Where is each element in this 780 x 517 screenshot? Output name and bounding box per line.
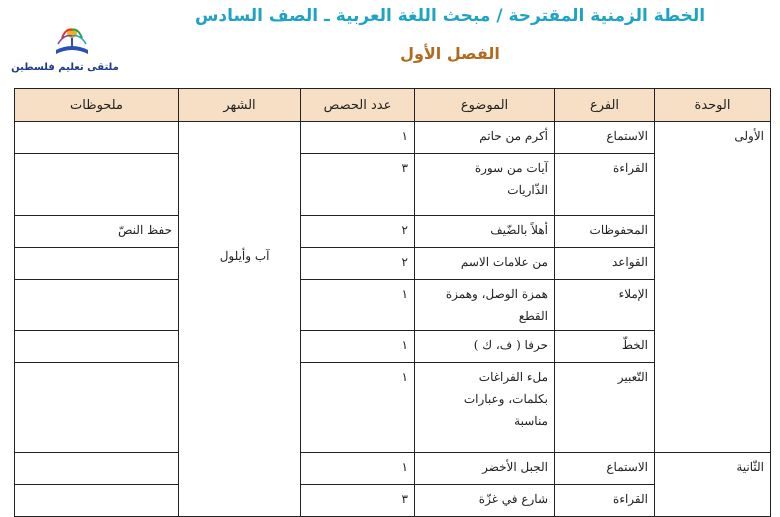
- periods-cell: ٣: [301, 154, 415, 216]
- header-periods: عدد الحصص: [301, 89, 415, 122]
- logo-text: ملتقى تعليم فلسطين: [11, 62, 119, 73]
- branch-cell: الإملاء: [555, 280, 655, 331]
- periods-cell: ١: [301, 363, 415, 453]
- notes-cell: [15, 363, 179, 453]
- notes-cell: [15, 485, 179, 517]
- topic-cell: [415, 363, 555, 453]
- site-logo[interactable]: [10, 24, 120, 82]
- branch-cell: القواعد: [555, 248, 655, 280]
- unit-cell: الثّانية: [655, 453, 771, 517]
- periods-cell: ٣: [301, 485, 415, 517]
- notes-cell: [15, 248, 179, 280]
- periods-cell: ٢: [301, 216, 415, 248]
- branch-cell: المحفوظات: [555, 216, 655, 248]
- topic-cell: أكرم من حاتم: [415, 122, 555, 154]
- header-branch: الفرع: [555, 89, 655, 122]
- header-month: الشهر: [179, 89, 301, 122]
- header-notes: ملحوظات: [15, 89, 179, 122]
- topic-cell: أهلاً بالضّيف: [415, 216, 555, 248]
- topic-cell: شارع في غزّة: [415, 485, 555, 517]
- page-header: [0, 0, 780, 84]
- notes-cell: [15, 154, 179, 216]
- periods-cell: ١: [301, 280, 415, 331]
- branch-cell: الاستماع: [555, 122, 655, 154]
- periods-cell: ١: [301, 122, 415, 154]
- topic-cell: الجبل الأخضر: [415, 453, 555, 485]
- branch-cell: التّعبير: [555, 363, 655, 453]
- branch-cell: القراءة: [555, 485, 655, 517]
- topic-cell: همزة الوصل، وهمزة القطع: [415, 280, 555, 331]
- branch-cell: الخطّ: [555, 331, 655, 363]
- branch-cell: الاستماع: [555, 453, 655, 485]
- notes-cell: [15, 122, 179, 154]
- table-row: [15, 122, 771, 154]
- page-title: الخطة الزمنية المقترحة / مبحث اللغة العربية ـ الصف السادس: [194, 6, 706, 26]
- branch-cell: القراءة: [555, 154, 655, 216]
- header-topic: الموضوع: [415, 89, 555, 122]
- periods-cell: ٢: [301, 248, 415, 280]
- topic-text: ملء الفراغات بكلمات، وعبارات مناسبة: [463, 370, 548, 428]
- topic-cell: حرفا ( ف، ك ): [415, 331, 555, 363]
- notes-cell: [15, 331, 179, 363]
- semester-title: الفصل الأول: [400, 44, 500, 63]
- header-unit: الوحدة: [655, 89, 771, 122]
- topic-text: آيات من سورة الذّاريات: [474, 161, 548, 197]
- notes-cell: حفظ النصّ: [15, 216, 179, 248]
- notes-cell: [15, 453, 179, 485]
- unit-cell: الأولى: [655, 122, 771, 453]
- book-logo-icon: [52, 24, 92, 60]
- plan-table: [14, 88, 771, 517]
- topic-cell: [415, 154, 555, 216]
- periods-cell: ١: [301, 331, 415, 363]
- month-label: آب وأيلول: [219, 249, 270, 263]
- notes-cell: [15, 280, 179, 331]
- table-row: [15, 453, 771, 485]
- periods-cell: ١: [301, 453, 415, 485]
- table-header-row: [15, 89, 771, 122]
- topic-cell: من علامات الاسم: [415, 248, 555, 280]
- month-cell: [179, 122, 301, 517]
